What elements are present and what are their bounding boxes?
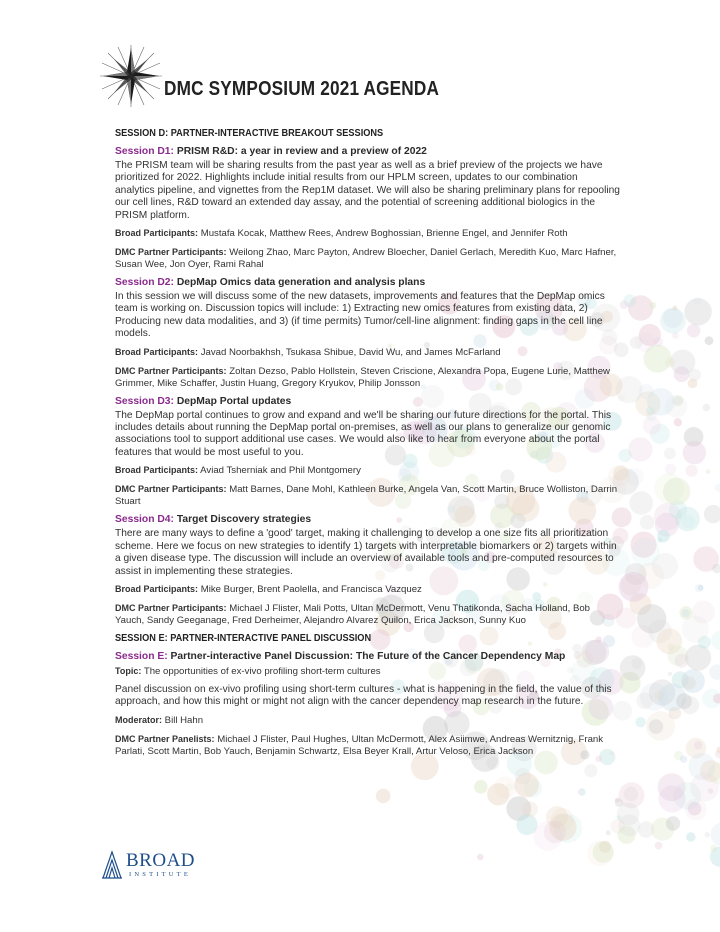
session-e	[115, 651, 620, 758]
broad-logo-subtitle: INSTITUTE	[129, 871, 192, 878]
session-description: There are many ways to define a 'good' target, making it challenging to develop a one size fits all prioritization scheme. Here we focus on new strategies to identify 1) targets with interpretable biomarkers or 2) targets within a given disease type. The discussion will include an overview of available tools and pre-computed resources to assist in implementing these strategies.	[115, 528, 617, 577]
partner-participants-label: DMC Partner Participants:	[115, 602, 227, 613]
broad-participants-label: Broad Participants:	[115, 465, 199, 476]
panelists-names: Michael J Flister, Paul Hughes, Ultan McDermott, Alex Asiimwe, Andreas Wernitznig, Frank Parlati, Scott Martin, Bob Yauch, Benjamin Schwartz, Elsa Beyer Krall, Artur Veloso, Erica Jackson	[115, 733, 604, 757]
section-e-header: SESSION E: PARTNER-INTERACTIVE PANEL DISCUSSION	[115, 632, 372, 644]
session-d4-title	[115, 514, 620, 525]
broad-participants-names: Javad Noorbakhsh, Tsukasa Shibue, David Wu, and James McFarland	[200, 346, 501, 358]
broad-participants-label: Broad Participants:	[115, 228, 199, 239]
broad-mark-icon	[101, 850, 123, 880]
session-id: Session D1:	[115, 146, 174, 157]
broad-participants-names: Aviad Tsherniak and Phil Montgomery	[200, 465, 361, 477]
partner-participants	[115, 246, 620, 271]
session-id: Session E:	[115, 650, 168, 662]
partner-participants-names: Michael J Flister, Mali Potts, Ultan McDermott, Venu Thatikonda, Sacha Holland, Bob Yauch, Sandy Geeganage, Fred Derheimer, Alejandro Alvarez Quilon, Erica Jackson, Sunny Kuo	[115, 602, 591, 626]
agenda-content	[115, 128, 620, 764]
panelists-label: DMC Partner Panelists:	[115, 733, 215, 744]
partner-participants	[115, 602, 620, 627]
broad-participants-label: Broad Participants:	[115, 346, 199, 357]
topic-label: Topic:	[115, 665, 142, 676]
broad-participants	[115, 464, 620, 477]
session-name: Target Discovery strategies	[176, 514, 312, 526]
partner-participants-label: DMC Partner Participants:	[115, 247, 227, 258]
session-d1	[115, 146, 620, 271]
broad-institute-logo	[101, 850, 211, 882]
broad-participants-names: Mike Burger, Brent Paolella, and Francisca Vazquez	[200, 583, 422, 595]
session-description: In this session we will discuss some of the new datasets, improvements and features that the DepMap omics team is working on. Discussion topics will include: 1) Extracting new omics features from existing data, 2) Producing new data modalities, and 3) (if time permits) Tumor/cell-line alignment: finding gaps in the cell line models.	[115, 291, 605, 340]
broad-participants-label: Broad Participants:	[115, 583, 199, 594]
session-d3-title	[115, 396, 620, 407]
partner-participants	[115, 365, 620, 390]
session-d2-title	[115, 277, 620, 288]
session-description: Panel discussion on ex-vivo profiling using short-term cultures - what is happening in the field, the value of this approach, and how this might or might not align with the cancer dependency map research in the future.	[115, 683, 612, 708]
partner-participants-names: Zoltan Dezso, Pablo Hollstein, Steven Criscione, Alexandra Popa, Eugene Lurie, Matthew Grimmer, Mike Schaffer, Justin Huang, Gregory Kryukov, Philip Jonsson	[115, 365, 610, 389]
session-description: The DepMap portal continues to grow and expand and we'll be sharing our future directions for the portal. This includes details about running the DepMap portal on-premises, as well as our plans to generalize our genomic associations tool to support additional use cases. We would also like to hear from everyone about the portal features that would be most useful to you.	[115, 409, 612, 458]
partner-participants-label: DMC Partner Participants:	[115, 484, 227, 495]
compass-star-icon	[100, 45, 162, 107]
broad-logo-wordmark: BROAD	[126, 850, 196, 871]
session-id: Session D2:	[115, 277, 174, 289]
broad-participants	[115, 346, 620, 359]
panelists	[115, 733, 620, 758]
partner-participants-label: DMC Partner Participants:	[115, 365, 227, 376]
section-d-header: SESSION D: PARTNER-INTERACTIVE BREAKOUT SESSIONS	[115, 128, 384, 139]
moderator	[115, 714, 620, 727]
broad-participants	[115, 227, 620, 240]
session-d4	[115, 514, 620, 627]
moderator-label: Moderator:	[115, 714, 162, 725]
session-name: DepMap Omics data generation and analysis plans	[176, 277, 426, 289]
session-e-title	[115, 651, 620, 662]
session-d1-title	[115, 146, 620, 157]
session-name: Partner-interactive Panel Discussion: The Future of the Cancer Dependency Map	[170, 650, 566, 662]
session-d2	[115, 277, 620, 390]
broad-participants	[115, 583, 620, 596]
session-name: DepMap Portal updates	[176, 395, 292, 407]
page-title: DMC SYMPOSIUM 2021 AGENDA	[164, 78, 440, 100]
partner-participants-names: Weilong Zhao, Marc Payton, Andrew Bloecher, Daniel Gerlach, Meredith Kuo, Marc Hafner, Susan Wee, Jon Oyer, Rami Rahal	[115, 247, 617, 271]
session-id: Session D3:	[115, 395, 174, 407]
partner-participants	[115, 483, 620, 508]
session-id: Session D4:	[115, 514, 174, 526]
moderator-name: Bill Hahn	[164, 714, 204, 726]
session-d3	[115, 396, 620, 509]
session-description: The PRISM team will be sharing results from the past year as well as a brief preview of the projects we have prioritized for 2022. Highlights include initial results from our HPLM screen, updates to our combination analytics pipeline, and vignettes from the Rep1M dataset. We will also be sharing preliminary plans for repooling our cell lines, R&D toward an extended day assay, and the potential of screening additional biologics in the PRISM platform.	[115, 160, 620, 221]
session-name: PRISM R&D: a year in review and a preview of 2022	[176, 146, 427, 157]
topic-text: The opportunities of ex-vivo profiling short-term cultures	[143, 665, 381, 677]
broad-participants-names: Mustafa Kocak, Matthew Rees, Andrew Boghossian, Brienne Engel, and Jennifer Roth	[200, 228, 568, 240]
session-topic	[115, 665, 620, 678]
partner-participants-names: Matt Barnes, Dane Mohl, Kathleen Burke, Angela Van, Scott Martin, Bruce Wolliston, Darrin Stuart	[115, 484, 618, 508]
